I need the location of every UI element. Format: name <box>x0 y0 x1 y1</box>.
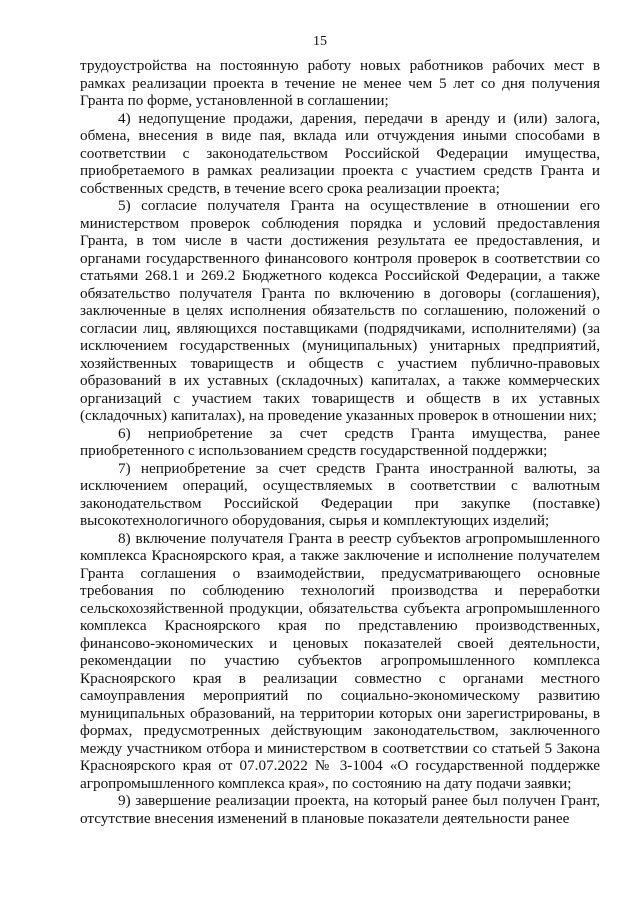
paragraph-item-4: 4) недопущение продажи, дарения, передачи в аренду и (или) залога, обмена, внесения в виде пая, вклада или отчуждения иными способами в соответствии с законодательством Российской Федерации имущества, приобретаемого в рамках реализации проекта с участием средств Гранта и собственных средств, в течение всего срока реализации проекта; <box>80 109 600 197</box>
paragraph-item-8: 8) включение получателя Гранта в реестр субъектов агропромышленного комплекса Красноярского края, а также заключение и исполнение получателем Гранта соглашения о взаимодействии, предусматривающего основные требования по соблюдению технологий производства и переработки сельскохозяйственной продукции, обязательства субъекта агропромышленного комплекса Красноярского края по представлению производственных, финансово-экономических и ценовых показателей своей деятельности, рекомендации по участию субъектов агропромышленного комплекса Красноярского края в реализации совместно с органами местного самоуправления мероприятий по социально-экономическому развитию муниципальных образований, на территории которых они зарегистрированы, в формах, предусмотренных действующим законодательством, заключенного между участником отбора и министерством в соответствии со статьей 5 Закона Красноярского края от 07.07.2022 № 3-1004 «О государственной поддержке агропромышленного комплекса края», по состоянию на дату подачи заявки; <box>80 529 600 792</box>
paragraph-item-6: 6) неприобретение за счет средств Гранта имущества, ранее приобретенного с использованием средств государственной поддержки; <box>80 424 600 459</box>
paragraph-item-9: 9) завершение реализации проекта, на который ранее был получен Грант, отсутствие внесения изменений в плановые показатели деятельности ранее <box>80 792 600 827</box>
page-number: 15 <box>313 34 327 49</box>
paragraph-item-5: 5) согласие получателя Гранта на осуществление в отношении его министерством проверок соблюдения порядка и условий предоставления Гранта, в том числе в части достижения результата ее предоставления, и органами государственного финансового контроля проверок в соответствии со статьями 268.1 и 269.2 Бюджетного кодекса Российской Федерации, а также обязательство получателя Гранта по включению в договоры (соглашения), заключенные в целях исполнения обязательств по соглашению, положений о согласии лиц, являющихся поставщиками (подрядчиками, исполнителями) (за исключением государственных (муниципальных) унитарных предприятий, хозяйственных товариществ и обществ с участием публично-правовых образований в их уставных (складочных) капиталах, а также коммерческих организаций с участием таких товариществ и обществ в их уставных (складочных) капиталах), на проведение указанных проверок в отношении них; <box>80 197 600 424</box>
document-body <box>80 57 600 827</box>
paragraph-continuation: трудоустройства на постоянную работу новых работников рабочих мест в рамках реализации проекта в течение не менее чем 5 лет со дня получения Гранта по форме, установленной в соглашении; <box>80 57 600 109</box>
paragraph-item-7: 7) неприобретение за счет средств Гранта иностранной валюты, за исключением операций, осуществляемых в соответствии с валютным законодательством Российской Федерации при закупке (поставке) высокотехнологичного оборудования, сырья и комплектующих изделий; <box>80 459 600 529</box>
